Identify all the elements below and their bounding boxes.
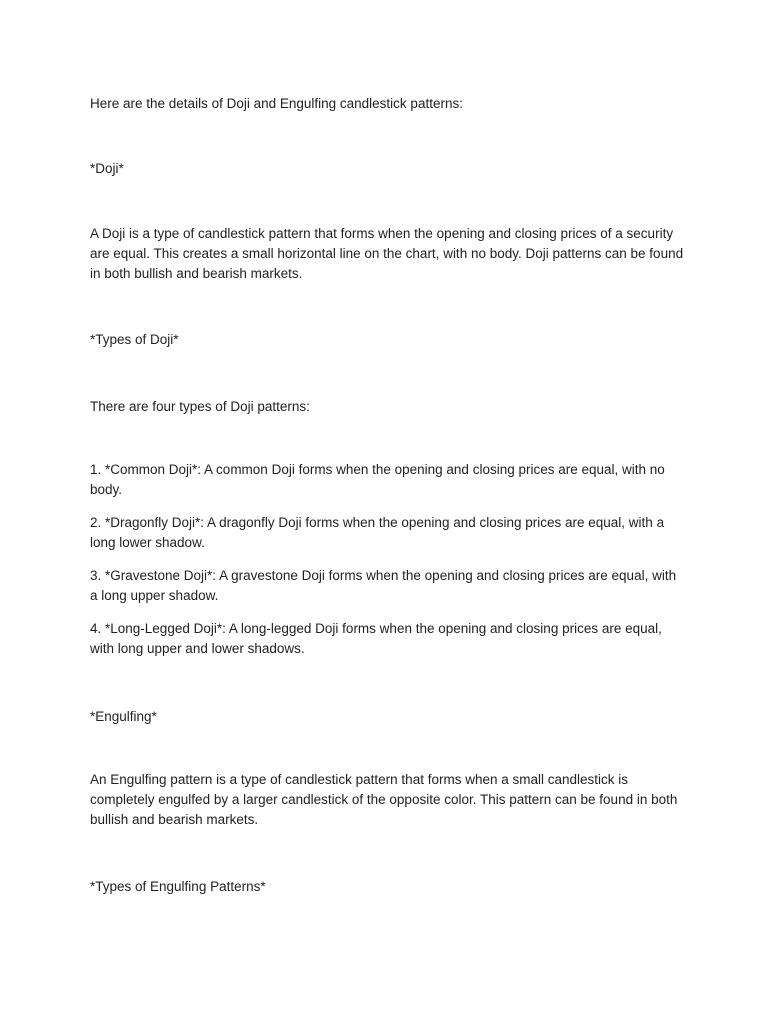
- engulfing-types-heading: *Types of Engulfing Patterns*: [90, 879, 266, 894]
- intro-text: Here are the details of Doji and Engulfing candlestick patterns:: [90, 96, 463, 111]
- doji-types-list: [90, 460, 686, 672]
- list-item-common-doji: 1. *Common Doji*: A common Doji forms when the opening and closing prices are equal, with no body.: [90, 462, 665, 497]
- list-item-gravestone-doji: 3. *Gravestone Doji*: A gravestone Doji forms when the opening and closing prices are equal, with a long upper shadow.: [90, 568, 677, 603]
- doji-types-intro: There are four types of Doji patterns:: [90, 399, 310, 414]
- doji-paragraph: A Doji is a type of candlestick pattern that forms when the opening and closing prices of a security are equal. This creates a small horizontal line on the chart, with no body. Doji patterns can be found in both bullish and bearish markets.: [90, 226, 684, 281]
- engulfing-heading: *Engulfing*: [90, 709, 157, 724]
- doji-heading: *Doji*: [90, 161, 124, 176]
- list-item-dragonfly-doji: 2. *Dragonfly Doji*: A dragonfly Doji forms when the opening and closing prices are equal, with a long lower shadow.: [90, 515, 665, 550]
- doji-types-heading: *Types of Doji*: [90, 332, 179, 347]
- engulfing-paragraph: An Engulfing pattern is a type of candlestick pattern that forms when a small candlestick is completely engulfed by a larger candlestick of the opposite color. This pattern can be found in both bullish and bearish markets.: [90, 772, 678, 827]
- list-item-long-legged-doji: 4. *Long-Legged Doji*: A long-legged Doji forms when the opening and closing prices are equal, with long upper and lower shadows.: [90, 621, 662, 656]
